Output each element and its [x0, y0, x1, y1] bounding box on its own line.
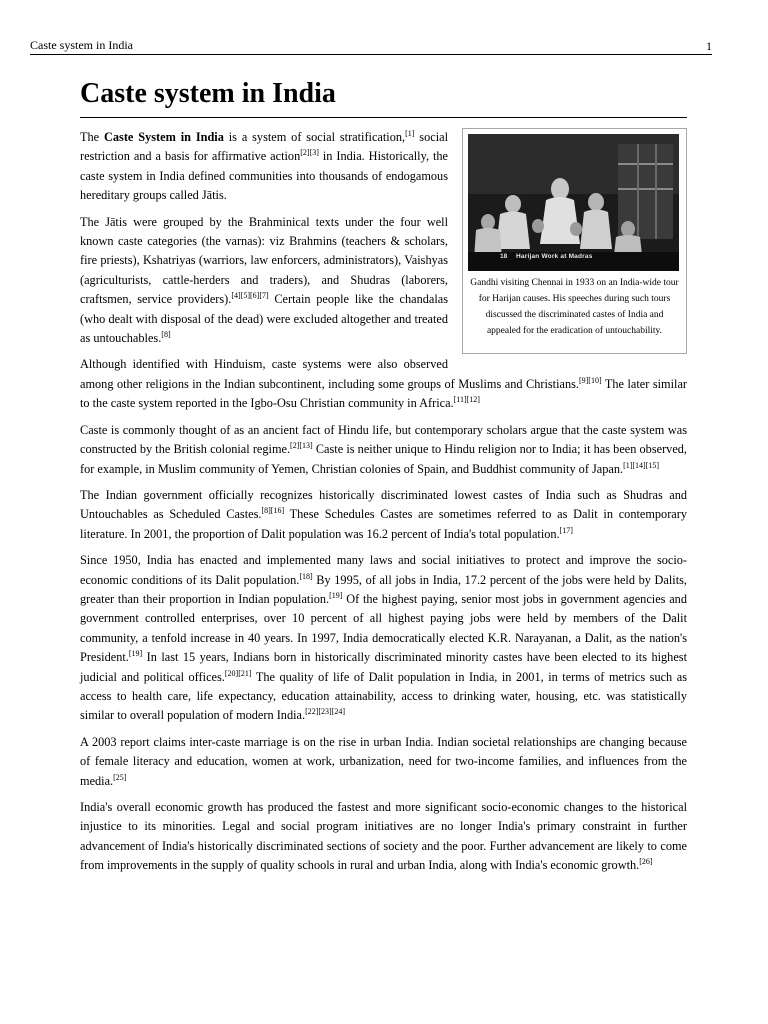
- citation[interactable]: [18]: [299, 571, 313, 581]
- citation[interactable]: [26]: [639, 857, 653, 867]
- citation[interactable]: [20][21]: [224, 668, 252, 678]
- citation[interactable]: [25]: [113, 772, 127, 782]
- article-body: [80, 128, 687, 883]
- paragraph-2: The Jātis were grouped by the Brahminical texts under the four well known caste categories (the varnas): viz Brahmins (teachers & scholars, fire priests), Kshatriyas (warriors, law enforcers, administrators), Vaishyas (agriculturists, cattle-herders and traders), and Shudras (laborers, craftsmen, service providers).[4][5][6][7] Certain people like the chandalas (who dealt with disposal of the dead) were excluded altogether and treated as untouchables.[8]: [80, 214, 448, 346]
- citation[interactable]: [4][5][6][7]: [231, 291, 269, 301]
- paragraph-4: Caste is commonly thought of as an ancient fact of Hindu life, but contemporary scholars argue that the caste system was constructed by the British colonial regime.[2][13] Caste is neither unique to Hindu religion nor to India; it has been observed, for example, in Muslim community of Yemen, Christian colonies of Spain, and Buddhist community of Japan.[1][14][15]: [80, 422, 687, 476]
- paragraph-1: The Caste System in India is a system of social stratification,[1] social restriction and a basis for affirmative action[2][3] in India. Historically, the caste system in India defined communities into thousands of endogamous hereditary groups called Jātis.: [80, 128, 449, 203]
- paragraph-3: Although identified with Hinduism, caste systems were also observed among other religions in the Indian subcontinent, including some groups of Muslims and Christians.[9][10] The later similar to the caste system reported in the Igbo-Osu Christian community in Africa.[11][12]: [80, 357, 687, 411]
- citation[interactable]: [19]: [128, 649, 143, 659]
- paragraph-7: A 2003 report claims inter-caste marriage is on the rise in urban India. Indian societal relationships are changing because of female literacy and education, women at work, urbanization, need for two-income families, and influences from the media.[25]: [80, 734, 687, 788]
- bold-term: Caste System in India: [104, 130, 224, 144]
- photo-inset-number: 18: [500, 252, 508, 260]
- historical-photo: [468, 134, 679, 271]
- figure-box: [462, 128, 687, 354]
- citation[interactable]: [19]: [329, 590, 343, 600]
- paragraph-8: India's overall economic growth has produced the fastest and more significant socio-economic changes to the historical injustice to its minorities. Legal and social program initiatives are no longer India's primary constraint in further advancement of India's historically discriminated sections of society and the poor. Further advancement are likely to come from improvements in the supply of quality schools in rural and urban India, along with India's economic growth.[26]: [80, 800, 687, 873]
- running-title: Caste system in India: [30, 38, 133, 52]
- citation[interactable]: [22][23][24]: [305, 707, 346, 717]
- citation[interactable]: [1][14][15]: [623, 460, 660, 470]
- running-header: [30, 37, 712, 55]
- citation[interactable]: [2][3]: [300, 148, 319, 158]
- citation[interactable]: [8][16]: [261, 506, 285, 516]
- paragraph-5: The Indian government officially recognizes historically discriminated lowest castes of India such as Shudras and Untouchables as Scheduled Castes.[8][16] These Schedules Castes are sometimes referred to as Dalit in contemporary literature. In 2001, the proportion of Dalit population was 16.2 percent of India's total population.[17]: [80, 487, 687, 541]
- citation[interactable]: [8]: [161, 329, 171, 339]
- figure-caption: Gandhi visiting Chennai in 1933 on an India-wide tour for Harijan causes. His speeches during such tours discussed the discriminated castes of India and appealed for the eradication of untouchability.: [470, 278, 679, 336]
- citation[interactable]: [2][13]: [290, 441, 313, 450]
- page-number: 1: [706, 39, 712, 53]
- citation[interactable]: [1]: [405, 128, 415, 138]
- citation[interactable]: [17]: [559, 525, 573, 535]
- citation[interactable]: [9][10]: [578, 375, 602, 385]
- photo-inset-caption: Harijan Work at Madras: [516, 252, 593, 260]
- citation[interactable]: [11][12]: [453, 395, 480, 405]
- page-title: Caste system in India: [80, 76, 687, 118]
- paragraph-6: Since 1950, India has enacted and implemented many laws and social initiatives to protect and improve the socio-economic conditions of its Dalit population.[18] By 1995, of all jobs in India, 17.2 percent of the jobs were held by Dalits, greater than their proportion in Indian population.[19] Of the highest paying, senior most jobs in government agencies and government controlled enterprises, over 10 percent of all highest paying jobs were held by members of the Dalit community, a tenfold increase in 40 years. In 1997, India democratically elected K.R. Narayanan, a Dalit, as the nation's President.[19] In last 15 years, Indians born in historically discriminated minority castes have been elected to its highest judicial and political offices.[20][21] The quality of life of Dalit population in India, in 2001, in terms of metrics such as access to health care, life expectancy, education attainability, access to drinking water, housing, etc. was statistically similar to overall population of modern India.[22][23][24]: [80, 553, 688, 723]
